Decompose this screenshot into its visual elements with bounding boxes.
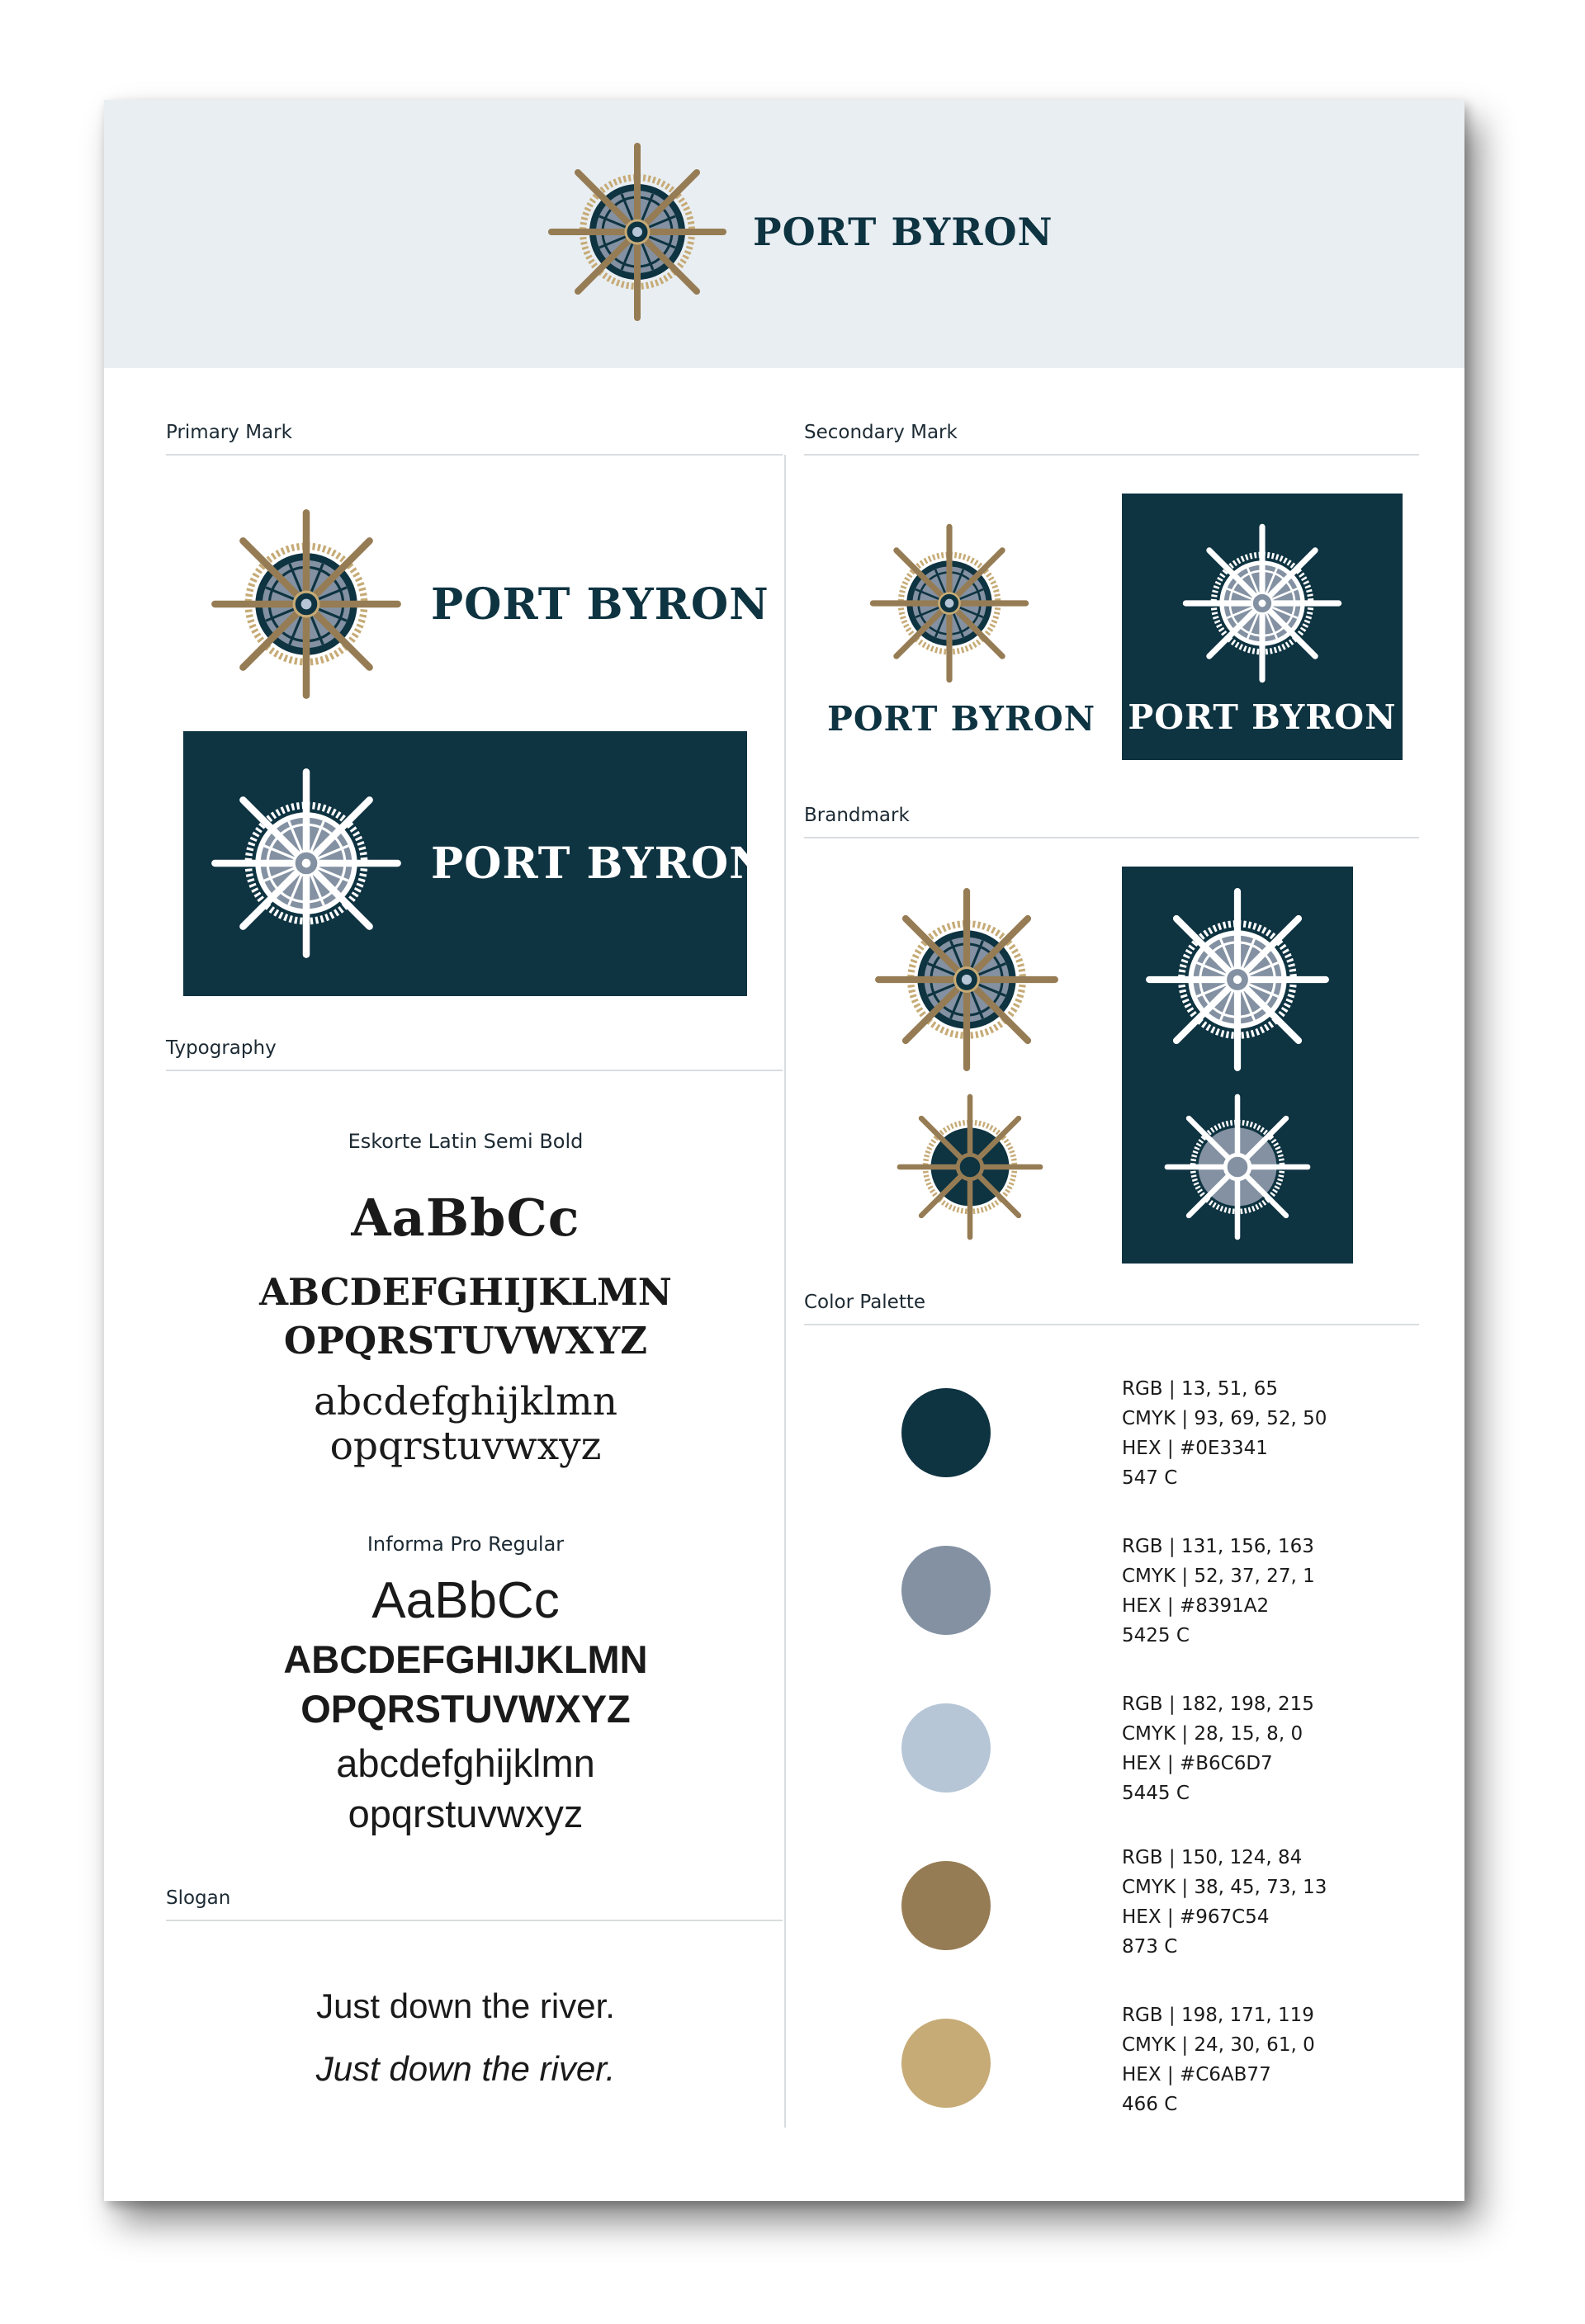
ship-wheel-icon [546, 141, 728, 323]
brandmark-reversed [1122, 867, 1353, 1264]
divider [804, 454, 1419, 456]
hex-value: HEX | #B6C6D7 [1122, 1753, 1273, 1774]
slogan-italic: Just down the river. [315, 2049, 616, 2088]
font2-lower1: abcdefghijklmn [336, 1741, 595, 1785]
cmyk-value: CMYK | 28, 15, 8, 0 [1122, 1723, 1303, 1745]
color-swatch-bronze [901, 1861, 991, 1950]
primary-wordmark: PORT BYRON [431, 579, 769, 630]
hex-value: HEX | #967C54 [1122, 1906, 1270, 1928]
pms-value: 466 C [1122, 2094, 1178, 2115]
divider [166, 1920, 783, 1921]
color-spec-navy [1122, 1374, 1327, 1493]
color-spec-slate [1122, 1532, 1315, 1651]
font2-name: Informa Pro Regular [367, 1533, 565, 1556]
color-spec-light-blue [1122, 1689, 1314, 1808]
rgb-value: RGB | 182, 198, 215 [1122, 1693, 1314, 1715]
header-banner [104, 100, 1464, 368]
rgb-value: RGB | 198, 171, 119 [1122, 2005, 1314, 2026]
pms-value: 5425 C [1122, 1625, 1190, 1646]
color-spec-sand [1122, 2000, 1315, 2119]
font2-upper1: ABCDEFGHIJKLMN [283, 1637, 648, 1681]
color-spec-bronze [1122, 1843, 1327, 1962]
ship-wheel-simple-icon [1163, 1093, 1312, 1241]
pms-value: 5445 C [1122, 1783, 1190, 1804]
cmyk-value: CMYK | 93, 69, 52, 50 [1122, 1408, 1327, 1429]
secondary-mark-reversed [1122, 494, 1403, 760]
hex-value: HEX | #0E3341 [1122, 1438, 1268, 1459]
slogan-label: Slogan [166, 1887, 231, 1909]
font2-sample: AaBbCc [371, 1572, 560, 1629]
font1-lower2: opqrstuvwxyz [329, 1424, 602, 1469]
cmyk-value: CMYK | 52, 37, 27, 1 [1122, 1566, 1315, 1587]
color-swatch-slate [901, 1546, 991, 1635]
divider [166, 454, 783, 456]
divider [166, 1070, 783, 1071]
header-logo [546, 141, 1053, 323]
pms-value: 547 C [1122, 1467, 1178, 1489]
font1-upper2: OPQRSTUVWXYZ [283, 1319, 648, 1363]
slogan-regular: Just down the river. [316, 1986, 615, 2025]
color-swatch-light-blue [901, 1703, 991, 1793]
font1-lower1: abcdefghijklmn [313, 1379, 618, 1424]
font1-name: Eskorte Latin Semi Bold [348, 1130, 584, 1153]
primary-mark-reversed [183, 731, 769, 996]
primary-mark-color [210, 508, 769, 701]
divider [804, 1324, 1419, 1325]
ship-wheel-icon [1144, 886, 1331, 1073]
secondary-mark-label: Secondary Mark [804, 422, 958, 443]
header-wordmark: PORT BYRON [753, 210, 1053, 254]
ship-wheel-icon [868, 522, 1030, 684]
secondary-mark-color [827, 522, 1096, 739]
divider [804, 837, 1419, 838]
ship-wheel-icon [1181, 522, 1343, 684]
pms-value: 873 C [1122, 1936, 1178, 1958]
brand-guide-sheet [104, 100, 1464, 2201]
cmyk-value: CMYK | 24, 30, 61, 0 [1122, 2034, 1315, 2056]
brandmark-label: Brandmark [804, 805, 910, 826]
ship-wheel-simple-icon [896, 1093, 1044, 1241]
typography-label: Typography [166, 1037, 277, 1059]
color-swatch-navy [901, 1388, 991, 1477]
font1-upper1: ABCDEFGHIJKLMN [259, 1270, 672, 1314]
column-divider [784, 455, 786, 2128]
font2-lower2: opqrstuvwxyz [348, 1792, 584, 1835]
secondary-wordmark-reversed: PORT BYRON [1128, 697, 1397, 737]
cmyk-value: CMYK | 38, 45, 73, 13 [1122, 1877, 1327, 1898]
rgb-value: RGB | 13, 51, 65 [1122, 1378, 1278, 1400]
rgb-value: RGB | 131, 156, 163 [1122, 1536, 1314, 1557]
color-palette-label: Color Palette [804, 1292, 926, 1313]
hex-value: HEX | #C6AB77 [1122, 2064, 1271, 2085]
primary-mark-label: Primary Mark [166, 422, 292, 443]
ship-wheel-icon [210, 767, 403, 960]
color-swatch-sand [901, 2019, 991, 2108]
ship-wheel-icon [873, 886, 1060, 1073]
font1-sample: AaBbCc [351, 1188, 580, 1248]
ship-wheel-icon [210, 508, 403, 701]
secondary-wordmark: PORT BYRON [827, 699, 1096, 739]
primary-wordmark-reversed: PORT BYRON [431, 838, 769, 889]
rgb-value: RGB | 150, 124, 84 [1122, 1847, 1303, 1868]
font2-upper2: OPQRSTUVWXYZ [300, 1687, 631, 1731]
hex-value: HEX | #8391A2 [1122, 1595, 1270, 1617]
